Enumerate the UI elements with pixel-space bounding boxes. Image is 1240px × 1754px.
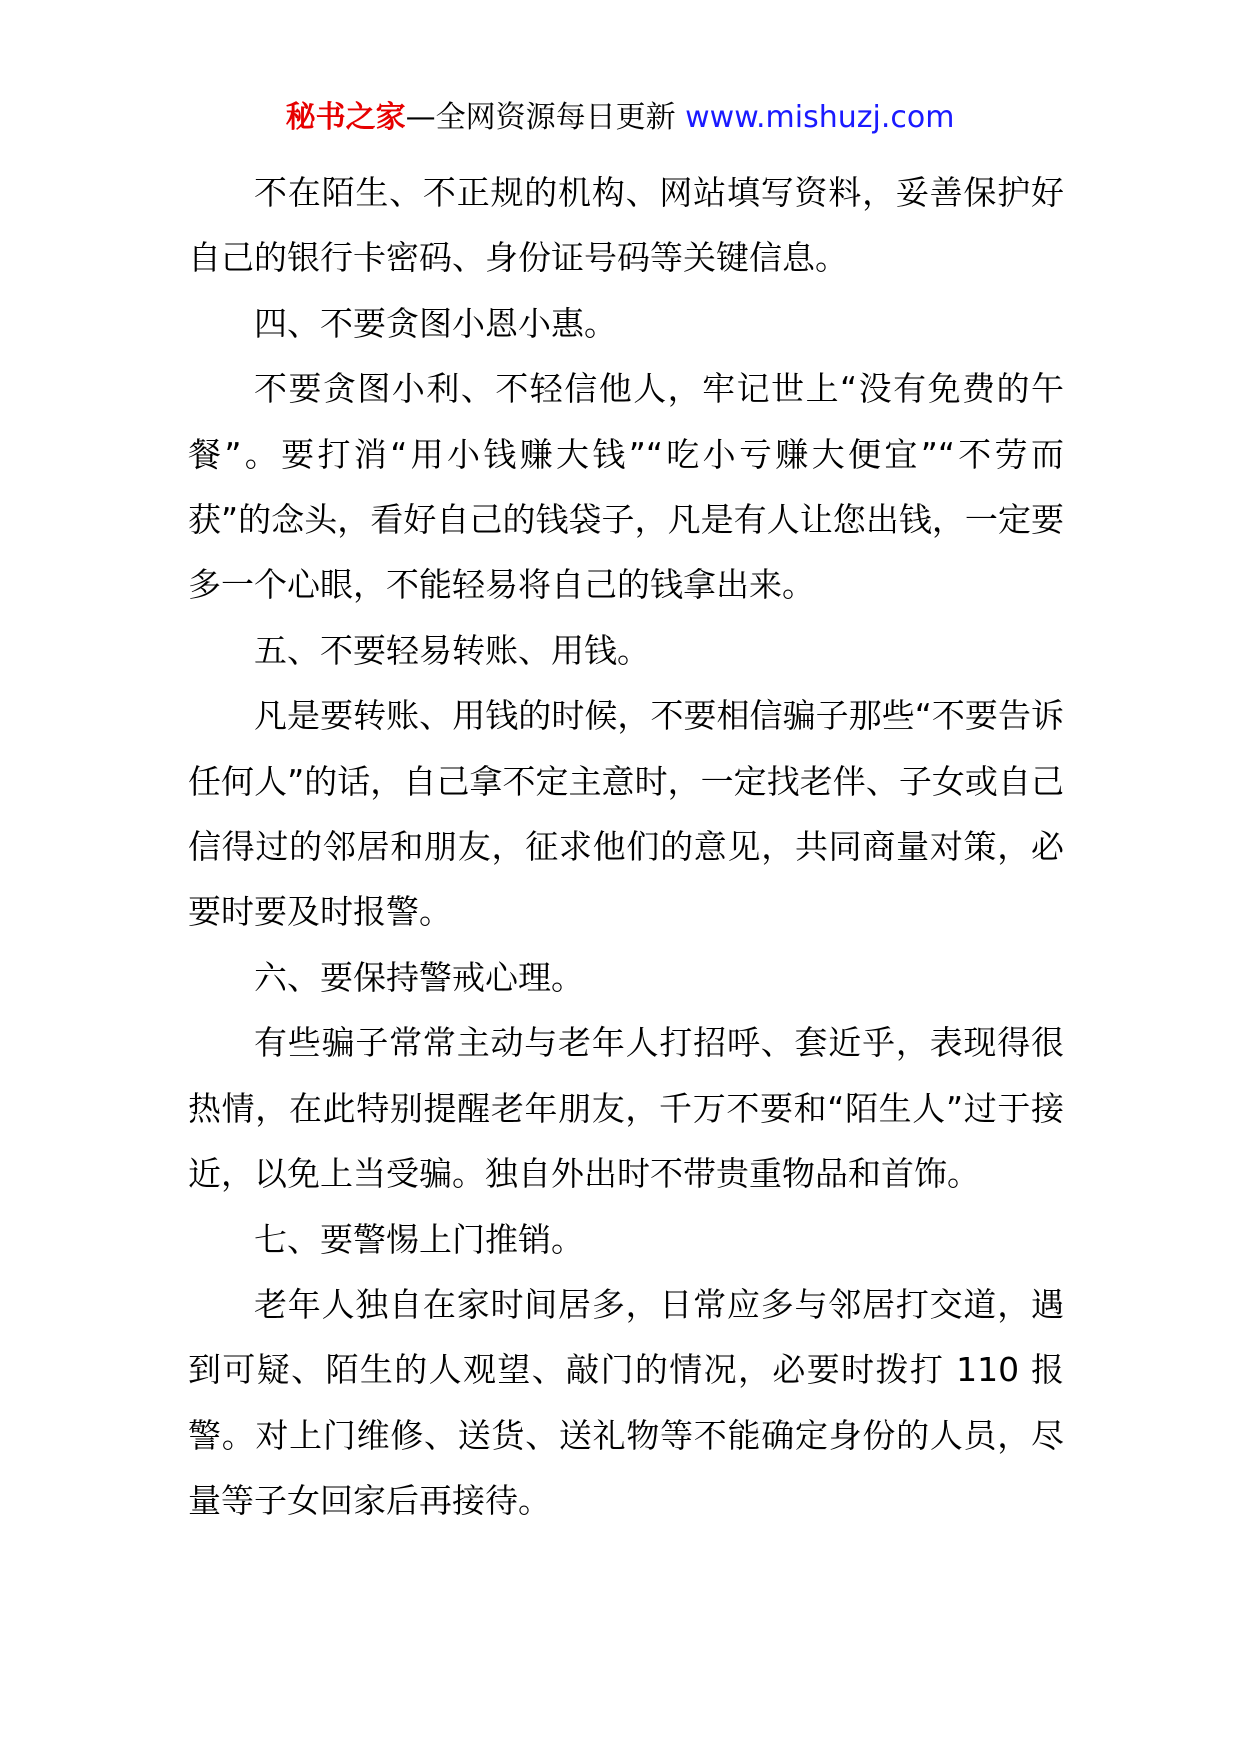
paragraph-section-4: 不要贪图小利、不轻信他人，牢记世上“没有免费的午餐”。要打消“用小钱赚大钱”“吃小亏赚大便宜”“不劳而获”的念头，看好自己的钱袋子，凡是有人让您出钱，一定要多一个心眼，不能轻易将自己的钱拿出来。	[188, 369, 1064, 605]
heading-section-6: 六、要保持警戒心理。	[254, 957, 584, 997]
paragraph-section-5: 凡是要转账、用钱的时候，不要相信骗子那些“不要告诉任何人”的话，自己拿不定主意时，一定找老伴、子女或自己信得过的邻居和朋友，征求他们的意见，共同商量对策，必要时要及时报警。	[188, 696, 1064, 932]
site-url-link[interactable]: www.mishuzj.com	[685, 100, 955, 135]
document-body	[188, 160, 1064, 1534]
paragraph-info-protection: 不在陌生、不正规的机构、网站填写资料，妥善保护好自己的银行卡密码、身份证号码等关键信息。	[188, 173, 1064, 278]
heading-section-5: 五、不要轻易转账、用钱。	[254, 630, 650, 670]
heading-section-4: 四、不要贪图小恩小惠。	[254, 303, 617, 343]
page-header	[0, 98, 1240, 138]
paragraph-section-6: 有些骗子常常主动与老年人打招呼、套近乎，表现得很热情，在此特别提醒老年朋友，千万不要和“陌生人”过于接近，以免上当受骗。独自外出时不带贵重物品和首饰。	[188, 1023, 1064, 1194]
brand-name: 秘书之家	[285, 100, 406, 135]
paragraph-section-7: 老年人独自在家时间居多，日常应多与邻居打交道，遇到可疑、陌生的人观望、敲门的情况，必要时拨打 110 报警。对上门维修、送货、送礼物等不能确定身份的人员，尽量等子女回家后再接待。	[188, 1284, 1064, 1521]
header-tagline: —全网资源每日更新	[405, 100, 686, 135]
heading-section-7: 七、要警惕上门推销。	[254, 1219, 584, 1259]
